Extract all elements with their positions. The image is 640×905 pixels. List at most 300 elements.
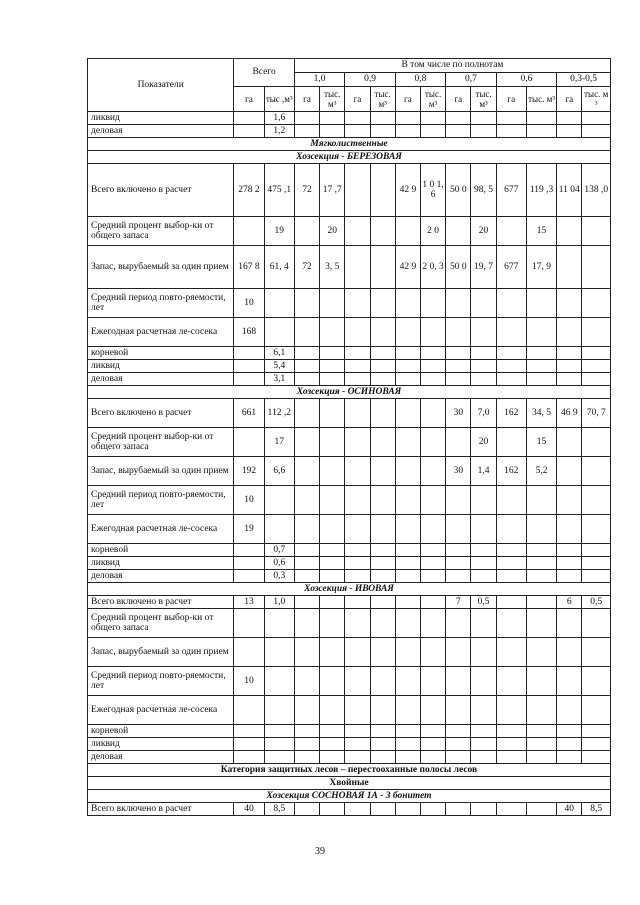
table-cell bbox=[582, 570, 611, 583]
row-label: Средний процент выбор-ки от общего запаса bbox=[88, 217, 234, 246]
table-cell bbox=[370, 112, 395, 125]
table-cell: 0,7 bbox=[264, 544, 294, 557]
section-title: Хозсекция - БЕРЕЗОВАЯ bbox=[88, 151, 611, 164]
table-cell bbox=[557, 667, 582, 696]
header-unit: тыс. м³ bbox=[526, 87, 556, 112]
table-cell bbox=[471, 803, 496, 816]
row-label: Всего включено в расчет bbox=[88, 803, 234, 816]
table-row bbox=[88, 725, 611, 738]
table-cell bbox=[320, 609, 345, 638]
table-cell bbox=[294, 557, 319, 570]
table-cell bbox=[345, 738, 370, 751]
header-density: 0,8 bbox=[395, 73, 445, 87]
table-cell: 1,4 bbox=[471, 457, 496, 486]
table-cell bbox=[345, 667, 370, 696]
table-cell bbox=[345, 751, 370, 764]
table-cell bbox=[370, 515, 395, 544]
table-cell bbox=[264, 725, 294, 738]
table-cell bbox=[320, 596, 345, 609]
row-label: Всего включено в расчет bbox=[88, 399, 234, 428]
table-cell bbox=[582, 318, 611, 347]
table-cell: 17 bbox=[264, 428, 294, 457]
section-row bbox=[88, 764, 611, 777]
table-cell: 20 bbox=[471, 217, 496, 246]
table-cell bbox=[526, 544, 556, 557]
table-cell bbox=[395, 289, 420, 318]
table-cell: 30 bbox=[446, 399, 471, 428]
table-cell bbox=[420, 738, 445, 751]
page-number: 39 bbox=[315, 846, 325, 857]
table-cell bbox=[526, 667, 556, 696]
table-cell bbox=[471, 360, 496, 373]
table-cell bbox=[370, 217, 395, 246]
table-cell bbox=[234, 738, 264, 751]
table-cell bbox=[234, 544, 264, 557]
table-cell bbox=[471, 667, 496, 696]
table-cell: 192 bbox=[234, 457, 264, 486]
table-cell: 61, 4 bbox=[264, 246, 294, 289]
table-row bbox=[88, 289, 611, 318]
table-cell bbox=[345, 457, 370, 486]
table-cell bbox=[234, 428, 264, 457]
table-cell: 10 bbox=[234, 486, 264, 515]
table-cell bbox=[264, 289, 294, 318]
table-cell: 40 bbox=[557, 803, 582, 816]
table-cell bbox=[345, 638, 370, 667]
table-cell bbox=[446, 638, 471, 667]
table-cell bbox=[345, 373, 370, 386]
table-cell bbox=[320, 557, 345, 570]
table-cell: 1 0 1, 6 bbox=[420, 164, 445, 217]
table-cell bbox=[395, 125, 420, 138]
table-cell bbox=[496, 557, 526, 570]
table-cell bbox=[264, 751, 294, 764]
table-cell bbox=[526, 638, 556, 667]
table-cell bbox=[526, 803, 556, 816]
table-cell bbox=[557, 570, 582, 583]
table-cell bbox=[446, 667, 471, 696]
table-cell bbox=[420, 486, 445, 515]
table-cell bbox=[471, 609, 496, 638]
table-cell bbox=[370, 246, 395, 289]
table-cell bbox=[471, 373, 496, 386]
table-cell: 19 bbox=[234, 515, 264, 544]
section-title: Мягколиственные bbox=[88, 138, 611, 151]
table-cell bbox=[557, 638, 582, 667]
table-cell bbox=[471, 696, 496, 725]
table-row bbox=[88, 486, 611, 515]
table-cell: 19, 7 bbox=[471, 246, 496, 289]
table-cell bbox=[420, 725, 445, 738]
table-cell bbox=[320, 544, 345, 557]
table-cell bbox=[446, 217, 471, 246]
table-cell bbox=[420, 570, 445, 583]
table-cell: 167 8 bbox=[234, 246, 264, 289]
table-cell: 11 04 bbox=[557, 164, 582, 217]
table-cell bbox=[557, 246, 582, 289]
table-cell bbox=[526, 318, 556, 347]
table-cell bbox=[294, 318, 319, 347]
table-cell bbox=[395, 347, 420, 360]
table-cell: 168 bbox=[234, 318, 264, 347]
table-cell bbox=[496, 638, 526, 667]
header-unit: га bbox=[345, 87, 370, 112]
table-cell: 20 bbox=[320, 217, 345, 246]
table-row bbox=[88, 428, 611, 457]
table-cell bbox=[294, 289, 319, 318]
table-row bbox=[88, 696, 611, 725]
table-cell bbox=[446, 486, 471, 515]
table-cell bbox=[471, 125, 496, 138]
table-cell: 46 9 bbox=[557, 399, 582, 428]
table-cell bbox=[420, 667, 445, 696]
table-cell bbox=[294, 428, 319, 457]
table-cell bbox=[446, 347, 471, 360]
table-cell bbox=[582, 289, 611, 318]
table-cell bbox=[395, 696, 420, 725]
table-cell bbox=[557, 544, 582, 557]
table-cell bbox=[234, 751, 264, 764]
table-cell bbox=[496, 596, 526, 609]
table-cell bbox=[496, 725, 526, 738]
table-cell bbox=[294, 609, 319, 638]
table-cell bbox=[370, 596, 395, 609]
table-cell bbox=[526, 289, 556, 318]
table-cell bbox=[234, 696, 264, 725]
table-cell bbox=[264, 638, 294, 667]
table-cell bbox=[496, 125, 526, 138]
table-cell bbox=[420, 289, 445, 318]
table-cell bbox=[446, 515, 471, 544]
table-cell bbox=[294, 738, 319, 751]
table-cell bbox=[420, 696, 445, 725]
table-cell: 7,0 bbox=[471, 399, 496, 428]
table-cell bbox=[294, 399, 319, 428]
table-cell bbox=[345, 125, 370, 138]
table-cell bbox=[345, 557, 370, 570]
table-row bbox=[88, 803, 611, 816]
table-cell bbox=[345, 217, 370, 246]
table-cell bbox=[320, 125, 345, 138]
header-unit: га bbox=[446, 87, 471, 112]
table-cell bbox=[320, 515, 345, 544]
table-cell bbox=[320, 486, 345, 515]
table-cell bbox=[446, 609, 471, 638]
table-cell bbox=[420, 544, 445, 557]
table-cell bbox=[370, 557, 395, 570]
table-cell: 0,5 bbox=[582, 596, 611, 609]
table-cell bbox=[420, 360, 445, 373]
table-cell bbox=[471, 486, 496, 515]
row-label: Ежегодная расчетная ле-сосека bbox=[88, 696, 234, 725]
table-cell bbox=[234, 112, 264, 125]
table-cell bbox=[320, 570, 345, 583]
table-cell bbox=[582, 638, 611, 667]
table-cell bbox=[471, 557, 496, 570]
header-unit: га bbox=[294, 87, 319, 112]
table-cell bbox=[320, 360, 345, 373]
table-cell bbox=[496, 803, 526, 816]
table-cell bbox=[582, 457, 611, 486]
table-cell bbox=[526, 125, 556, 138]
table-cell bbox=[345, 803, 370, 816]
row-label: ликвид bbox=[88, 112, 234, 125]
section-row bbox=[88, 138, 611, 151]
table-cell bbox=[526, 515, 556, 544]
table-cell: 13 bbox=[234, 596, 264, 609]
table-cell bbox=[582, 125, 611, 138]
table-cell bbox=[582, 486, 611, 515]
table-cell bbox=[446, 738, 471, 751]
table-cell bbox=[345, 596, 370, 609]
table-row bbox=[88, 596, 611, 609]
data-table-container bbox=[87, 58, 611, 816]
table-cell bbox=[294, 696, 319, 725]
table-cell bbox=[557, 515, 582, 544]
table-cell bbox=[471, 725, 496, 738]
table-cell bbox=[345, 112, 370, 125]
table-cell: 0,6 bbox=[264, 557, 294, 570]
table-cell bbox=[294, 544, 319, 557]
table-cell bbox=[345, 725, 370, 738]
table-cell bbox=[496, 347, 526, 360]
table-cell: 72 bbox=[294, 246, 319, 289]
table-cell: 15 bbox=[526, 428, 556, 457]
table-cell bbox=[370, 803, 395, 816]
table-cell bbox=[370, 667, 395, 696]
table-cell bbox=[446, 112, 471, 125]
table-cell bbox=[420, 125, 445, 138]
table-cell bbox=[526, 725, 556, 738]
table-cell bbox=[370, 125, 395, 138]
header-unit: га bbox=[395, 87, 420, 112]
table-cell bbox=[557, 125, 582, 138]
table-cell: 661 bbox=[234, 399, 264, 428]
table-cell bbox=[370, 570, 395, 583]
table-row bbox=[88, 738, 611, 751]
table-cell bbox=[526, 373, 556, 386]
table-cell bbox=[582, 738, 611, 751]
table-cell bbox=[420, 399, 445, 428]
table-cell bbox=[345, 515, 370, 544]
table-cell bbox=[320, 457, 345, 486]
table-cell bbox=[264, 486, 294, 515]
table-cell: 5,4 bbox=[264, 360, 294, 373]
header-unit: га bbox=[557, 87, 582, 112]
table-cell bbox=[234, 638, 264, 667]
section-title: Категория защитных лесов – перестооханные полосы лесов bbox=[88, 764, 611, 777]
table-cell bbox=[446, 318, 471, 347]
table-cell bbox=[370, 725, 395, 738]
table-cell bbox=[264, 515, 294, 544]
header-unit: тыс. м³ bbox=[582, 87, 611, 112]
table-cell: 10 bbox=[234, 289, 264, 318]
section-row bbox=[88, 583, 611, 596]
section-row bbox=[88, 790, 611, 803]
table-cell bbox=[294, 638, 319, 667]
table-cell: 3, 5 bbox=[320, 246, 345, 289]
table-cell bbox=[320, 725, 345, 738]
header-total: Всего bbox=[234, 59, 295, 87]
table-cell: 162 bbox=[496, 457, 526, 486]
table-cell bbox=[234, 125, 264, 138]
row-label: ликвид bbox=[88, 738, 234, 751]
table-cell: 17, 9 bbox=[526, 246, 556, 289]
table-cell: 0,5 bbox=[471, 596, 496, 609]
table-cell bbox=[294, 360, 319, 373]
table-cell bbox=[294, 667, 319, 696]
table-row bbox=[88, 667, 611, 696]
table-cell bbox=[320, 696, 345, 725]
table-cell bbox=[526, 347, 556, 360]
table-cell bbox=[557, 486, 582, 515]
table-cell: 6,1 bbox=[264, 347, 294, 360]
table-cell: 19 bbox=[264, 217, 294, 246]
table-cell bbox=[557, 725, 582, 738]
table-cell bbox=[320, 112, 345, 125]
table-cell bbox=[582, 347, 611, 360]
table-cell bbox=[526, 696, 556, 725]
table-cell bbox=[234, 360, 264, 373]
table-cell bbox=[320, 803, 345, 816]
table-cell bbox=[294, 457, 319, 486]
table-cell bbox=[446, 696, 471, 725]
table-cell bbox=[395, 360, 420, 373]
table-cell bbox=[345, 289, 370, 318]
table-row bbox=[88, 318, 611, 347]
table-cell bbox=[557, 360, 582, 373]
table-cell bbox=[345, 428, 370, 457]
table-cell bbox=[264, 609, 294, 638]
table-cell bbox=[370, 609, 395, 638]
table-cell bbox=[320, 318, 345, 347]
section-title: Хозсекция - ОСИНОВАЯ bbox=[88, 386, 611, 399]
table-row bbox=[88, 557, 611, 570]
table-cell bbox=[345, 360, 370, 373]
table-cell bbox=[370, 399, 395, 428]
table-cell bbox=[420, 751, 445, 764]
table-cell bbox=[496, 738, 526, 751]
table-cell bbox=[582, 112, 611, 125]
table-cell: 0,3 bbox=[264, 570, 294, 583]
row-label: ликвид bbox=[88, 557, 234, 570]
table-cell bbox=[264, 667, 294, 696]
table-cell: 119 ,3 bbox=[526, 164, 556, 217]
table-cell bbox=[557, 457, 582, 486]
table-cell bbox=[294, 751, 319, 764]
table-row bbox=[88, 609, 611, 638]
table-cell bbox=[294, 803, 319, 816]
table-cell bbox=[395, 738, 420, 751]
table-cell bbox=[370, 738, 395, 751]
table-cell bbox=[370, 544, 395, 557]
table-cell bbox=[446, 360, 471, 373]
table-cell bbox=[395, 667, 420, 696]
row-label: деловая bbox=[88, 373, 234, 386]
table-cell bbox=[446, 751, 471, 764]
table-row bbox=[88, 112, 611, 125]
table-cell bbox=[294, 347, 319, 360]
table-cell bbox=[557, 428, 582, 457]
row-label: Всего включено в расчет bbox=[88, 164, 234, 217]
table-cell bbox=[395, 596, 420, 609]
table-cell bbox=[471, 112, 496, 125]
table-cell: 20 bbox=[471, 428, 496, 457]
table-cell: 42 9 bbox=[395, 164, 420, 217]
table-cell bbox=[320, 399, 345, 428]
table-cell bbox=[526, 751, 556, 764]
row-label: Запас, вырубаемый за один прием bbox=[88, 638, 234, 667]
table-cell: 7 bbox=[446, 596, 471, 609]
table-cell bbox=[496, 373, 526, 386]
table-cell bbox=[582, 428, 611, 457]
table-cell: 8,5 bbox=[582, 803, 611, 816]
table-cell bbox=[557, 751, 582, 764]
table-row bbox=[88, 347, 611, 360]
table-cell bbox=[345, 399, 370, 428]
table-cell bbox=[420, 373, 445, 386]
row-label: Запас, вырубаемый за один прием bbox=[88, 246, 234, 289]
table-cell: 8,5 bbox=[264, 803, 294, 816]
table-row bbox=[88, 125, 611, 138]
table-cell: 3,1 bbox=[264, 373, 294, 386]
table-cell bbox=[234, 557, 264, 570]
table-cell bbox=[582, 515, 611, 544]
table-cell bbox=[557, 289, 582, 318]
table-cell bbox=[557, 112, 582, 125]
header-density: 0,6 bbox=[496, 73, 557, 87]
table-row bbox=[88, 457, 611, 486]
table-cell bbox=[446, 725, 471, 738]
table-cell: 42 9 bbox=[395, 246, 420, 289]
table-cell: 50 0 bbox=[446, 246, 471, 289]
table-cell bbox=[320, 638, 345, 667]
table-cell bbox=[471, 318, 496, 347]
table-cell bbox=[526, 738, 556, 751]
table-cell bbox=[320, 373, 345, 386]
table-cell bbox=[471, 289, 496, 318]
table-cell bbox=[446, 544, 471, 557]
header-density: 0,3-0,5 bbox=[557, 73, 611, 87]
table-cell bbox=[496, 696, 526, 725]
header-density: 1,0 bbox=[294, 73, 344, 87]
table-cell bbox=[526, 609, 556, 638]
header-unit: тыс. м³ bbox=[471, 87, 496, 112]
table-cell bbox=[557, 609, 582, 638]
table-cell bbox=[471, 347, 496, 360]
section-row bbox=[88, 777, 611, 790]
table-cell bbox=[234, 570, 264, 583]
table-cell bbox=[395, 751, 420, 764]
table-cell bbox=[320, 347, 345, 360]
table-cell: 30 bbox=[446, 457, 471, 486]
table-cell bbox=[582, 246, 611, 289]
header-unit: тыс ,м³ bbox=[264, 87, 294, 112]
table-cell bbox=[370, 164, 395, 217]
table-cell: 278 2 bbox=[234, 164, 264, 217]
table-cell: 677 bbox=[496, 246, 526, 289]
table-cell bbox=[370, 289, 395, 318]
table-row bbox=[88, 246, 611, 289]
table-cell bbox=[420, 347, 445, 360]
section-title: Хозсекция - ИВОВАЯ bbox=[88, 583, 611, 596]
table-cell bbox=[582, 751, 611, 764]
table-cell: 677 bbox=[496, 164, 526, 217]
table-row bbox=[88, 751, 611, 764]
table-cell bbox=[420, 318, 445, 347]
table-cell bbox=[294, 125, 319, 138]
table-cell bbox=[370, 486, 395, 515]
